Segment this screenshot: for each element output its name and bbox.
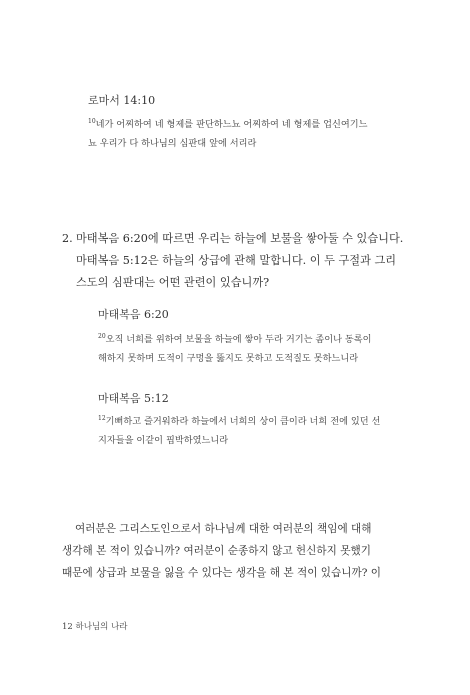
scripture-ref-title: 마태복음 5:12 [98, 392, 169, 405]
verse-number: 20 [98, 333, 106, 340]
paragraph-line: 여러분은 그리스도인으로서 하나님께 대한 여러분의 책임에 대해 [75, 523, 372, 535]
page-footer [62, 620, 128, 632]
paragraph-line: 때문에 상급과 보물을 잃을 수 있다는 생각을 해 본 적이 있습니까? 이 [62, 567, 382, 579]
verse-line: $^{12}$기뻐하고 즐거워하라 하늘에서 너희의 상이 큼이라 너희 전에 있던 선 [98, 415, 381, 427]
verse-number: 10 [88, 118, 96, 125]
scripture-verse-text [98, 409, 380, 450]
running-title: 하나님의 나라 [75, 622, 128, 632]
question-line: 마태복음 5:12은 하늘의 상급에 관해 말합니다. 이 두 구절과 그리 [76, 254, 397, 267]
question-number: 2. [62, 232, 73, 245]
page-number: 12 [62, 622, 73, 632]
question-line: 마태복음 6:20에 따르면 우리는 하늘에 보물을 쌓아둘 수 있습니다. [76, 232, 404, 245]
scripture-ref-title: 로마서 14:10 [88, 94, 156, 107]
verse-line: 뇨 우리가 다 하나님의 심판대 앞에 서리라 [88, 138, 257, 149]
study-question [62, 228, 402, 294]
verse-number: 12 [98, 415, 106, 422]
scripture-verse-text [98, 327, 372, 368]
verse-line: 해하지 못하며 도적이 구멍을 뚫지도 못하고 도적질도 못하느니라 [98, 353, 359, 364]
verse-line: $^{10}$네가 어찌하여 네 형제를 판단하느뇨 어찌하여 네 형제를 업신여기느 [88, 118, 368, 130]
scripture-ref-title: 마태복음 6:20 [98, 308, 169, 321]
verse-line: $^{20}$오직 너희를 위하여 보물을 하늘에 쌓아 두라 거기는 좀이나 동록이 [98, 333, 372, 345]
paragraph-line: 생각해 본 적이 있습니까? 여러분이 순종하지 않고 헌신하지 못했기 [62, 545, 371, 557]
scripture-verse-text [88, 112, 368, 153]
question-line: 스도의 심판대는 어떤 관련이 있습니까? [76, 276, 270, 289]
body-paragraph [62, 518, 405, 584]
verse-line: 지자들을 이같이 핍박하였느니라 [98, 435, 229, 446]
